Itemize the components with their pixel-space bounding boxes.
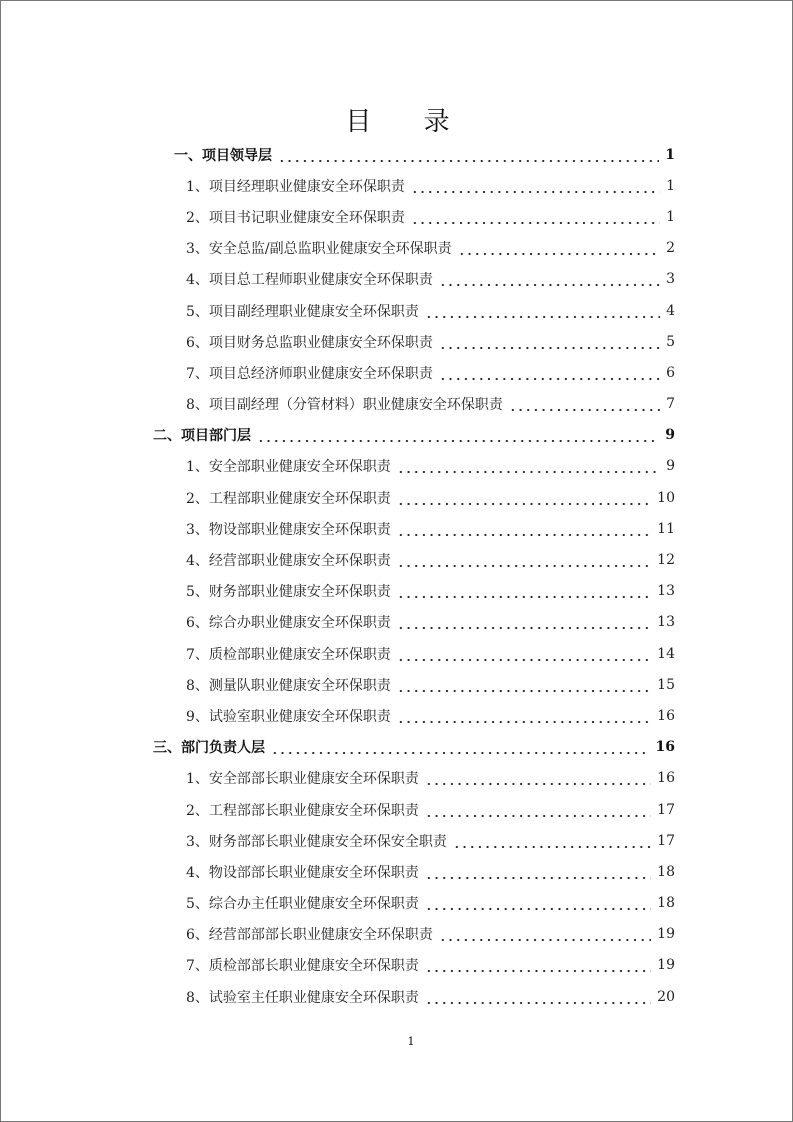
toc-entry[interactable] [1,950,675,981]
toc-entry-page: 1 [665,146,675,163]
toc-entry-page: 17 [657,832,675,849]
toc-entry-page: 1 [666,208,675,225]
toc-entry-page: 18 [657,863,675,880]
toc-entry-page: 15 [657,676,675,693]
dot-leader [425,304,660,318]
dot-leader [439,335,660,349]
toc-entry-label: 3、物设部职业健康安全环保职责 [186,521,391,538]
toc-entry[interactable] [1,669,675,700]
toc-entry[interactable] [1,264,675,295]
dot-leader [439,366,660,380]
toc-entry[interactable] [1,919,675,950]
toc-entry-page: 16 [657,707,675,724]
toc-entry-label: 5、财务部职业健康安全环保职责 [186,584,391,601]
toc-entry-label: 8、项目副经理（分管材料）职业健康安全环保职责 [186,397,503,414]
toc-entry-page: 12 [657,552,675,569]
toc-entry[interactable] [1,825,675,856]
toc-section-heading[interactable] [1,139,675,170]
dot-leader [271,740,650,754]
toc-entry-page: 16 [657,770,675,787]
dot-leader [458,241,660,255]
toc-entry-label: 3、安全总监/副总监职业健康安全环保职责 [186,241,452,258]
toc-entry[interactable] [1,357,675,388]
toc-entry-label: 4、物设部部长职业健康安全环保职责 [186,864,419,881]
toc-entry-page: 20 [657,988,675,1005]
toc-entry-label: 8、测量队职业健康安全环保职责 [186,677,391,694]
toc-entry[interactable] [1,763,675,794]
toc-entry-label: 6、经营部部部长职业健康安全环保职责 [186,927,433,944]
toc-entry[interactable] [1,482,675,513]
toc-entry[interactable] [1,576,675,607]
dot-leader [278,148,659,162]
toc-entry-page: 13 [657,614,675,631]
toc-entry-page: 14 [657,645,675,662]
dot-leader [397,584,651,598]
toc-entry[interactable] [1,856,675,887]
toc-entry-page: 3 [666,271,675,288]
toc-section-heading[interactable] [1,732,675,763]
dot-leader [425,958,651,972]
toc-entry-label: 5、项目副经理职业健康安全环保职责 [186,303,419,320]
dot-leader [397,459,660,473]
toc-entry-label: 4、经营部职业健康安全环保职责 [186,553,391,570]
toc-entry[interactable] [1,544,675,575]
toc-entry-page: 19 [657,957,675,974]
toc-entry-page: 10 [657,489,675,506]
toc-entry-page: 9 [665,427,675,444]
toc-entry-label: 三、部门负责人层 [153,740,265,757]
toc-entry-label: 7、项目总经济师职业健康安全环保职责 [186,365,433,382]
toc-entry-label: 8、试验室主任职业健康安全环保职责 [186,989,419,1006]
toc-entry-label: 5、综合办主任职业健康安全环保职责 [186,896,419,913]
toc-entry-label: 3、财务部部长职业健康安全环保安全职责 [186,833,447,850]
toc-entry[interactable] [1,326,675,357]
toc-entry[interactable] [1,794,675,825]
toc-entry-label: 2、工程部部长职业健康安全环保职责 [186,802,419,819]
dot-leader [397,615,651,629]
toc-entry-label: 9、试验室职业健康安全环保职责 [186,708,391,725]
dot-leader [425,896,651,910]
toc-entry[interactable] [1,170,675,201]
page-number: 1 [407,1035,415,1048]
toc-entry[interactable] [1,295,675,326]
toc-entry[interactable] [1,201,675,232]
toc-entry-page: 19 [657,926,675,943]
toc-title: 目 录 [345,107,472,137]
toc-entry-page: 4 [666,302,675,319]
toc-entry-label: 7、质检部职业健康安全环保职责 [186,646,391,663]
dot-leader [439,927,651,941]
toc-entry[interactable] [1,513,675,544]
dot-leader [411,210,660,224]
toc-entry-label: 一、项目领导层 [174,147,272,164]
dot-leader [397,647,651,661]
toc-entry-page: 17 [657,801,675,818]
dot-leader [425,771,651,785]
toc-entry-label: 二、项目部门层 [153,428,251,445]
toc-entry-label: 6、综合办职业健康安全环保职责 [186,615,391,632]
toc-entry-label: 7、质检部部长职业健康安全环保职责 [186,958,419,975]
dot-leader [425,865,651,879]
toc-entry[interactable] [1,888,675,919]
toc-entry-page: 6 [666,364,675,381]
toc-section-heading[interactable] [1,420,675,451]
toc-entry-page: 1 [666,177,675,194]
toc-entry-label: 6、项目财务总监职业健康安全环保职责 [186,334,433,351]
dot-leader [397,709,651,723]
dot-leader [257,428,659,442]
toc-entry-label: 2、工程部职业健康安全环保职责 [186,490,391,507]
dot-leader [397,678,651,692]
dot-leader [439,272,660,286]
toc-entry[interactable] [1,451,675,482]
dot-leader [453,834,651,848]
dot-leader [411,179,660,193]
toc-entry-label: 1、安全部职业健康安全环保职责 [186,459,391,476]
toc-entry-label: 1、项目经理职业健康安全环保职责 [186,178,405,195]
dot-leader [397,522,651,536]
toc-entry[interactable] [1,638,675,669]
dot-leader [425,990,651,1004]
toc-entry-page: 7 [666,396,675,413]
dot-leader [425,803,651,817]
toc-entry-label: 4、项目总工程师职业健康安全环保职责 [186,272,433,289]
toc-entry-page: 16 [655,739,675,756]
toc-entry-page: 5 [666,333,675,350]
table-of-contents [1,139,675,1012]
toc-entry-page: 18 [657,895,675,912]
toc-entry-page: 13 [657,583,675,600]
dot-leader [397,491,651,505]
dot-leader [509,397,660,411]
toc-entry[interactable] [1,233,675,264]
toc-entry[interactable] [1,700,675,731]
toc-entry-label: 1、安全部部长职业健康安全环保职责 [186,771,419,788]
toc-entry-page: 2 [666,240,675,257]
toc-entry-label: 2、项目书记职业健康安全环保职责 [186,209,405,226]
dot-leader [397,553,651,567]
toc-entry[interactable] [1,981,675,1012]
toc-entry[interactable] [1,389,675,420]
toc-entry-page: 9 [666,458,675,475]
toc-entry[interactable] [1,607,675,638]
toc-entry-page: 11 [657,520,675,537]
